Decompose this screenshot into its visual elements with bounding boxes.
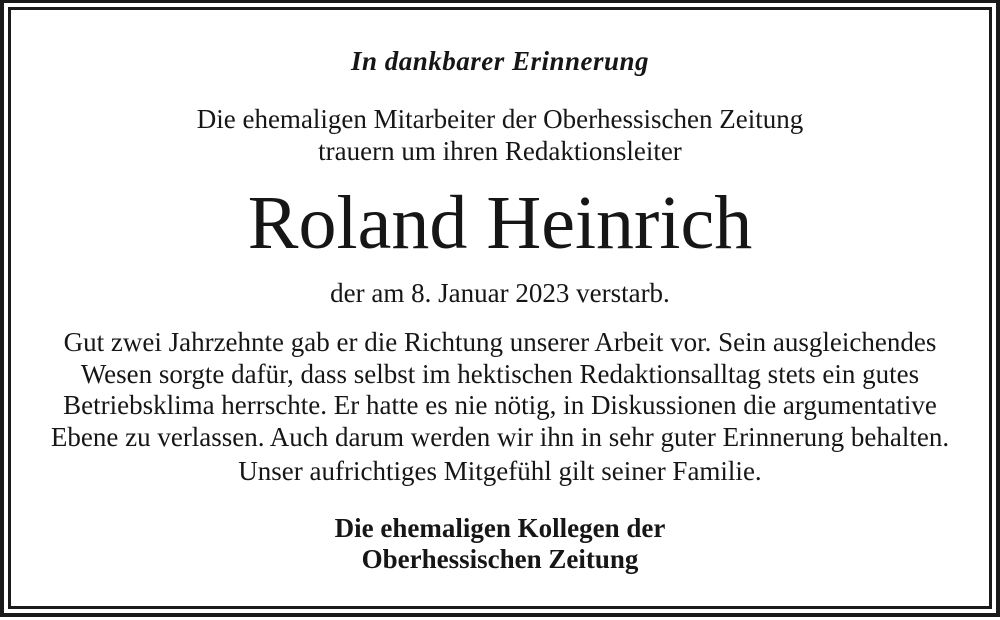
intro-line-2: trauern um ihren Redaktionsleiter (318, 136, 682, 166)
intro-line-1: Die ehemaligen Mitarbeiter der Oberhessischen Zeitung (196, 104, 804, 134)
intro-block (11, 103, 989, 167)
death-date-line: der am 8. Januar 2023 verstarb. (330, 278, 670, 308)
signature-line-1: Die ehemaligen Kollegen der (334, 513, 666, 543)
tribute-line-2: Wesen sorgte dafür, dass selbst im hektischen Redaktionsalltag stets ein gutes (80, 358, 920, 389)
tribute-line-3: Betriebsklima herrschte. Er hatte es nie nötig, in Diskussionen die argumentative (63, 390, 937, 420)
deceased-name: Roland Heinrich (247, 181, 753, 265)
notice-card (8, 7, 992, 609)
condolence-line: Unser aufrichtiges Mitgefühl gilt seiner Familie. (238, 456, 762, 486)
tribute-line-4: Ebene zu verlassen. Auch darum werden wir ihn in sehr guter Erinnerung behalten. (50, 421, 950, 452)
signature-line-2: Oberhessischen Zeitung (361, 544, 639, 574)
tribute-line-1: Gut zwei Jahrzehnte gab er die Richtung unserer Arbeit vor. Sein ausgleichendes (63, 327, 937, 357)
signature-block (11, 513, 989, 575)
memorial-header: In dankbarer Erinnerung (350, 46, 650, 76)
tribute-paragraph (11, 327, 989, 453)
